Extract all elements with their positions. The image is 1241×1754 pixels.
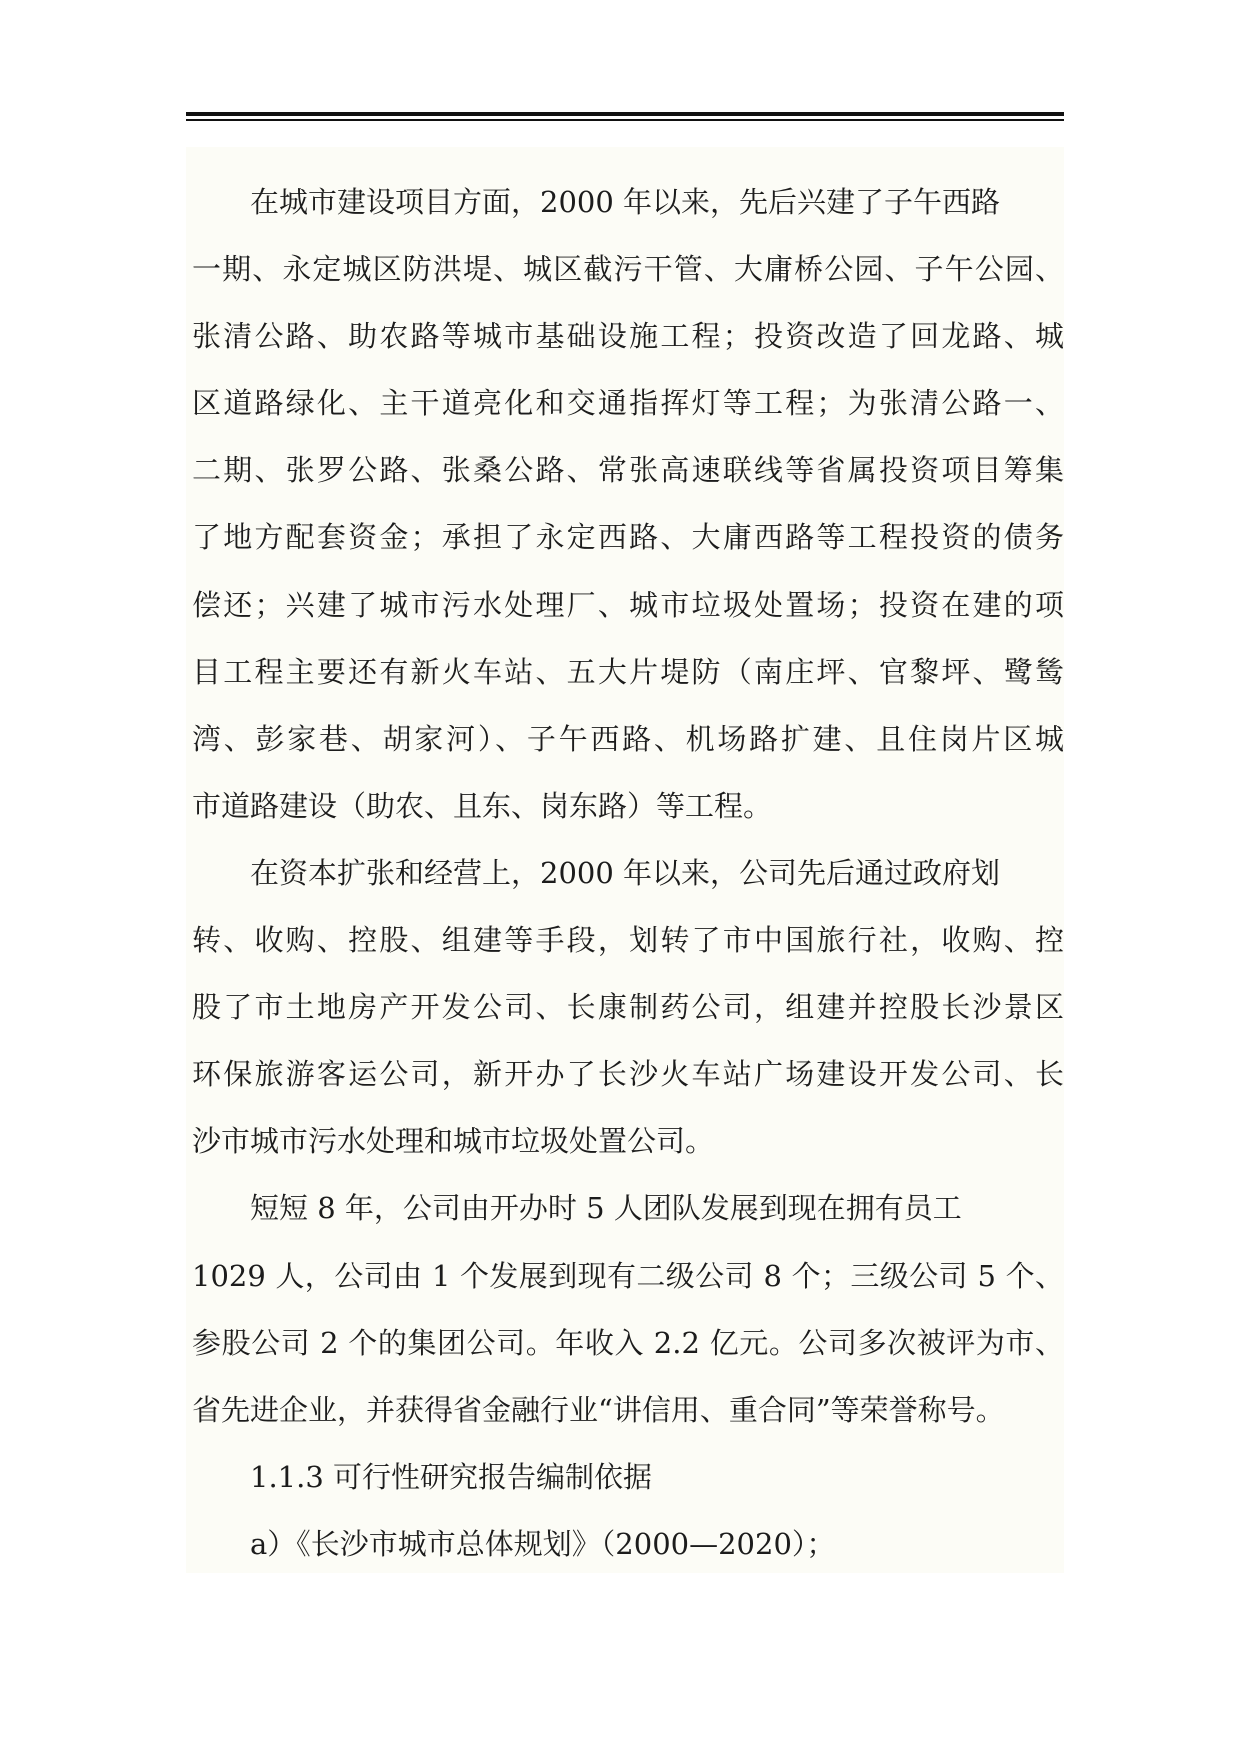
text-line: 二期、张罗公路、张桑公路、常张高速联线等省属投资项目筹集 <box>192 453 1064 488</box>
section-heading: 1.1.3 可行性研究报告编制依据 <box>250 1459 653 1494</box>
header-rule-thin <box>186 119 1064 121</box>
text-line: 湾、彭家巷、胡家河）、子午西路、机场路扩建、且住岗片区城 <box>192 721 1064 756</box>
text-line: 目工程主要还有新火车站、五大片堤防（南庄坪、官黎坪、鹭鸶 <box>192 654 1064 689</box>
paragraph-urban-construction <box>192 169 1064 840</box>
list-item: a）《长沙市城市总体规划》（2000—2020）； <box>250 1526 836 1561</box>
text-line: 市道路建设（助农、且东、岗东路）等工程。 <box>192 788 773 823</box>
text-line: 参股公司 2 个的集团公司。年收入 2.2 亿元。公司多次被评为市、 <box>192 1325 1064 1360</box>
text-line: 张清公路、助农路等城市基础设施工程；投资改造了回龙路、城 <box>192 319 1064 354</box>
text-line: 了地方配套资金；承担了永定西路、大庸西路等工程投资的债务 <box>192 520 1064 555</box>
text-line: 沙市城市污水处理和城市垃圾处置公司。 <box>192 1124 715 1159</box>
text-line: 在城市建设项目方面，2000 年以来，先后兴建了子午西路 <box>250 185 1001 219</box>
header-rule-thick <box>186 112 1064 116</box>
paragraph-company-growth <box>192 1175 1064 1443</box>
document-body <box>192 169 1064 1578</box>
text-line: 转、收购、控股、组建等手段，划转了市中国旅行社，收购、控 <box>192 923 1064 958</box>
text-line: 区道路绿化、主干道亮化和交通指挥灯等工程；为张清公路一、 <box>192 386 1064 421</box>
text-line: 短短 8 年，公司由开办时 5 人团队发展到现在拥有员工 <box>250 1191 962 1226</box>
paragraph-capital-expansion <box>192 840 1064 1175</box>
text-line: 在资本扩张和经营上，2000 年以来，公司先后通过政府划 <box>250 855 1001 890</box>
text-line: 省先进企业，并获得省金融行业“讲信用、重合同”等荣誉称号。 <box>192 1392 1005 1427</box>
reference-list <box>192 1511 1064 1578</box>
text-line: 一期、永定城区防洪堤、城区截污干管、大庸桥公园、子午公园、 <box>192 252 1064 287</box>
text-line: 环保旅游客运公司，新开办了长沙火车站广场建设开发公司、长 <box>192 1057 1064 1092</box>
text-line: 偿还；兴建了城市污水处理厂、城市垃圾处置场；投资在建的项 <box>192 587 1064 622</box>
text-line: 股了市土地房产开发公司、长康制药公司，组建并控股长沙景区 <box>192 990 1064 1025</box>
text-line: 1029 人，公司由 1 个发展到现有二级公司 8 个；三级公司 5 个、 <box>192 1258 1064 1293</box>
